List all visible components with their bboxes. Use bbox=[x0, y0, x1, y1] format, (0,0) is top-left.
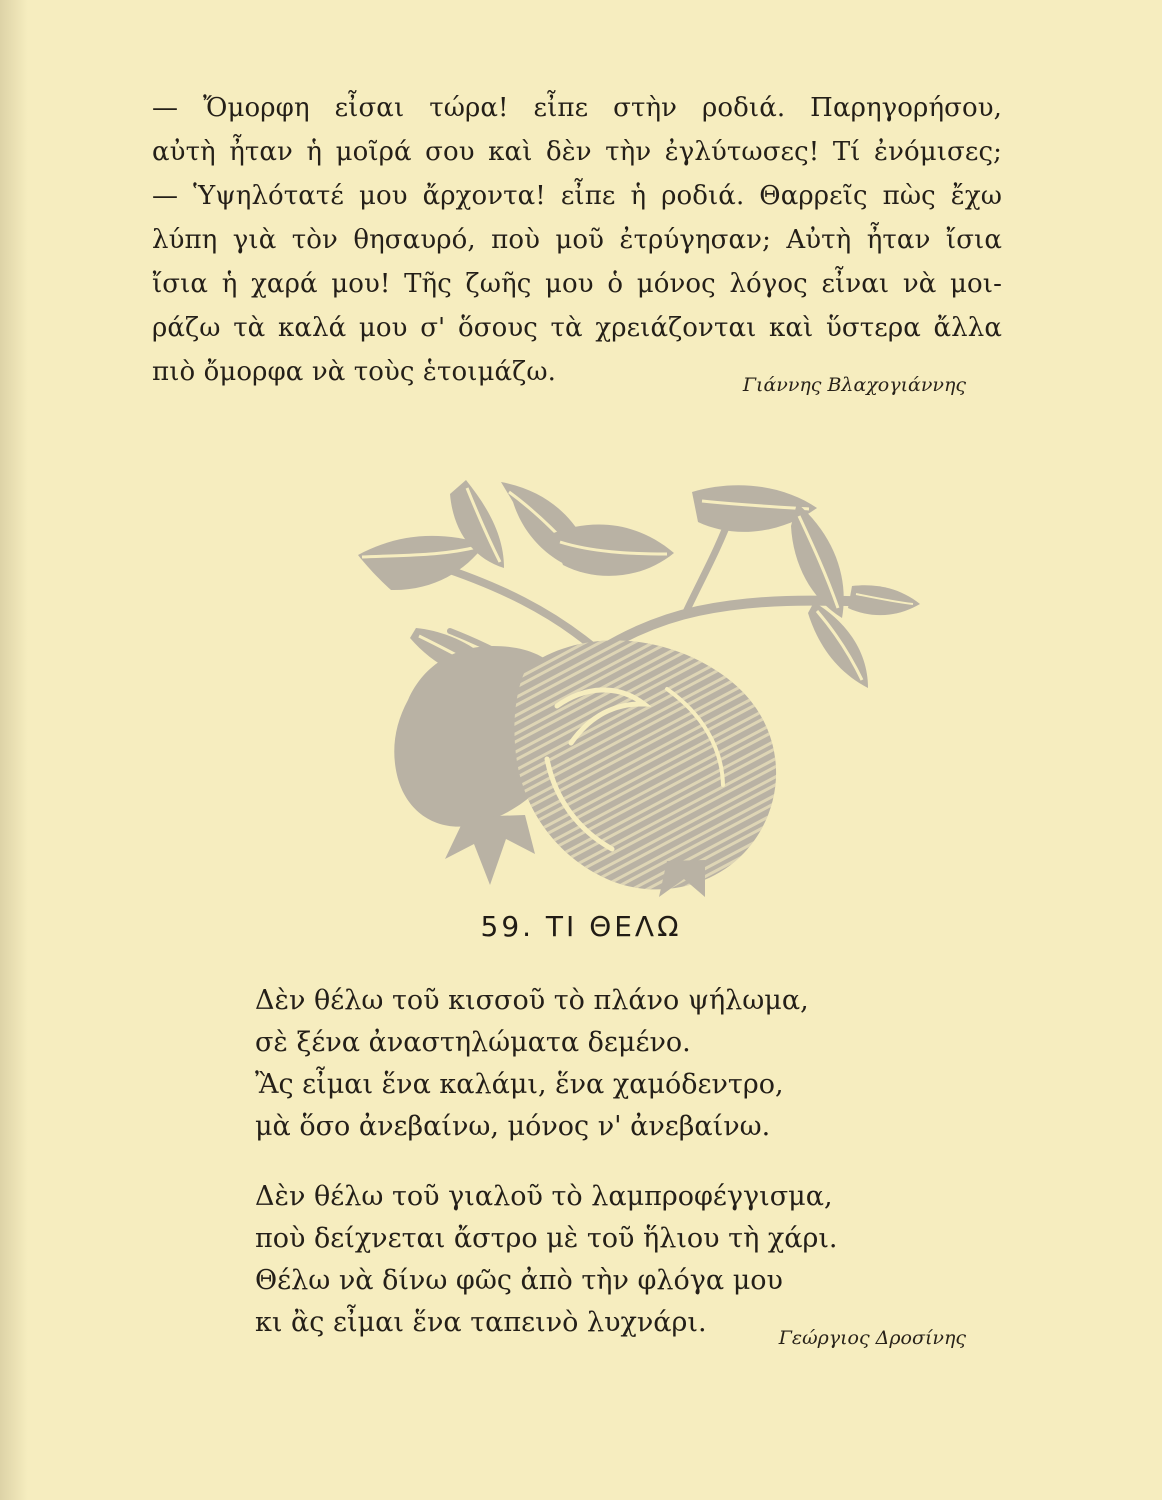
page-binding-shadow bbox=[0, 0, 28, 1500]
prose-line: ἴσια ἡ χαρά μου! Τῆς ζωῆς μου ὁ μόνος λόγος εἶναι νὰ μοι- bbox=[152, 269, 1002, 299]
poem-title: 59. ΤΙ ΘΕΛΩ bbox=[480, 910, 682, 943]
poem-line: σὲ ξένα ἀναστηλώματα δεμένο. bbox=[255, 1027, 691, 1058]
poem-line: Θέλω νὰ δίνω φῶς ἀπὸ τὴν φλόγα μου bbox=[255, 1265, 783, 1296]
poem-line: ποὺ δείχνεται ἄστρο μὲ τοῦ ἥλιου τὴ χάρι. bbox=[255, 1223, 838, 1254]
prose-line: αὐτὴ ἦταν ἡ μοῖρά σου καὶ δὲν τὴν ἐγλύτωσες! Τί ἐνόμισες; bbox=[152, 137, 1002, 167]
prose-line: λύπη γιὰ τὸν θησαυρό, ποὺ μοῦ ἐτρύγησαν; Αὐτὴ ἦταν ἴσια bbox=[152, 225, 1002, 255]
prose-excerpt bbox=[152, 86, 1002, 394]
poem-line: μὰ ὅσο ἀνεβαίνω, μόνος ν' ἀνεβαίνω. bbox=[255, 1111, 771, 1142]
poem-line: Ἂς εἶμαι ἕνα καλάμι, ἕνα χαμόδεντρο, bbox=[255, 1069, 784, 1100]
poem-line: Δὲν θέλω τοῦ κισσοῦ τὸ πλάνο ψήλωμα, bbox=[255, 985, 809, 1016]
pomegranate-fruit bbox=[394, 640, 776, 897]
poem-line: κι ἂς εἶμαι ἕνα ταπεινὸ λυχνάρι. bbox=[255, 1307, 707, 1338]
stanza-gap bbox=[255, 1148, 905, 1176]
prose-line: — Ὄμορφη εἶσαι τώρα! εἶπε στὴν ροδιά. Παρηγορήσου, bbox=[152, 93, 1002, 123]
prose-line: ράζω τὰ καλά μου σ' ὅσους τὰ χρειάζονται καὶ ὕστερα ἄλλα bbox=[152, 313, 1002, 343]
poem-line: Δὲν θέλω τοῦ γιαλοῦ τὸ λαμπροφέγγισμα, bbox=[255, 1181, 833, 1212]
poem-author: Γεώργιος Δροσίνης bbox=[778, 1327, 966, 1349]
prose-line: πιὸ ὄμορφα νὰ τοὺς ἑτοιμάζω. bbox=[152, 357, 557, 387]
prose-author: Γιάννης Βλαχογιάννης bbox=[742, 374, 966, 396]
pomegranate-branch-icon bbox=[246, 474, 920, 898]
poem-body bbox=[255, 980, 905, 1344]
prose-line: — Ὑψηλότατέ μου ἄρχοντα! εἶπε ἡ ροδιά. Θαρρεῖς πὼς ἔχω bbox=[152, 181, 1002, 211]
